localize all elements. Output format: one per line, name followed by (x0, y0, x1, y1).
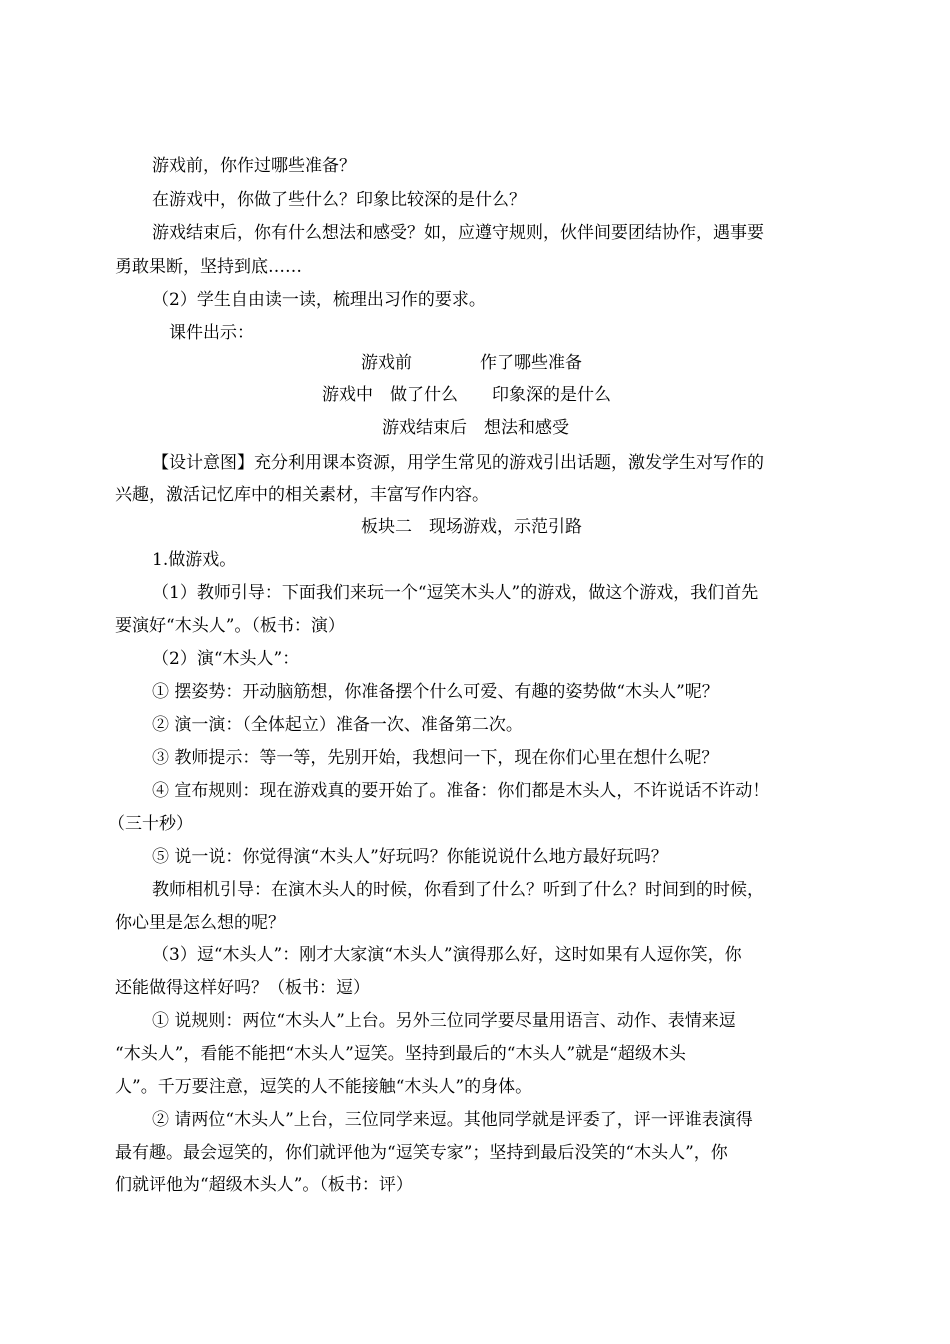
text-line: ② 演一演：（全体起立）准备一次、准备第二次。 (152, 715, 523, 735)
text-line: 教师相机引导：在演木头人的时候，你看到了什么？听到了什么？时间到的时候， (152, 880, 764, 900)
text-line: （1）教师引导：下面我们来玩一个“逗笑木头人”的游戏，做这个游戏，我们首先 (152, 583, 759, 603)
text-line: （三十秒） (108, 814, 193, 834)
design-intent: 【设计意图】充分利用课本资源，用学生常见的游戏引出话题，激发学生对写作的 (152, 453, 764, 473)
text-line: ③ 教师提示：等一等，先别开始，我想问一下，现在你们心里在想什么呢？ (152, 748, 719, 768)
text-line: 还能做得这样好吗？（板书：逗） (115, 978, 370, 998)
text-line: （3）逗“木头人”：刚才大家演“木头人”演得那么好，这时如果有人逗你笑，你 (152, 945, 742, 965)
slide-row: 游戏中 做了什么 印象深的是什么 (322, 385, 611, 405)
text-line: 游戏前，你作过哪些准备？ (152, 156, 356, 176)
text-line: 1.做游戏。 (152, 550, 237, 570)
text-line: （2）学生自由读一读，梳理出习作的要求。 (152, 290, 486, 310)
text-line: 课件出示： (169, 323, 254, 343)
text-line: ① 说规则：两位“木头人”上台。另外三位同学要尽量用语言、动作、表情来逗 (152, 1011, 736, 1031)
text-line: 最有趣。最会逗笑的，你们就评他为“逗笑专家”；坚持到最后没笑的“木头人”，你 (115, 1143, 728, 1163)
slide-row: 游戏结束后 想法和感受 (382, 418, 569, 438)
text-line: ⑤ 说一说：你觉得演“木头人”好玩吗？你能说说什么地方最好玩吗？ (152, 847, 668, 867)
text-line: 游戏结束后，你有什么想法和感受？如，应遵守规则，伙伴间要团结协作，遇事要 (152, 223, 764, 243)
slide-row: 游戏前 作了哪些准备 (361, 353, 582, 373)
text-line: ① 摆姿势：开动脑筋想，你准备摆个什么可爱、有趣的姿势做“木头人”呢？ (152, 682, 719, 702)
text-line: ② 请两位“木头人”上台，三位同学来逗。其他同学就是评委了，评一评谁表演得 (152, 1110, 753, 1130)
text-line: 人”。千万要注意，逗笑的人不能接触“木头人”的身体。 (115, 1077, 533, 1097)
text-line: 勇敢果断，坚持到底…… (115, 257, 302, 277)
text-line: ④ 宣布规则：现在游戏真的要开始了。准备：你们都是木头人，不许说话不许动！ (152, 781, 770, 801)
text-line: （2）演“木头人”： (152, 649, 300, 669)
text-line: 你心里是怎么想的呢？ (115, 913, 285, 933)
text-line: 兴趣，激活记忆库中的相关素材，丰富写作内容。 (115, 485, 489, 505)
text-line: 在游戏中，你做了些什么？印象比较深的是什么？ (152, 190, 526, 210)
text-line: 要演好“木头人”。（板书：演） (115, 616, 345, 636)
text-line: “木头人”，看能不能把“木头人”逗笑。坚持到最后的“木头人”就是“超级木头 (115, 1044, 686, 1064)
text-line: 们就评他为“超级木头人”。（板书：评） (115, 1175, 413, 1195)
section-heading: 板块二 现场游戏，示范引路 (361, 517, 582, 537)
